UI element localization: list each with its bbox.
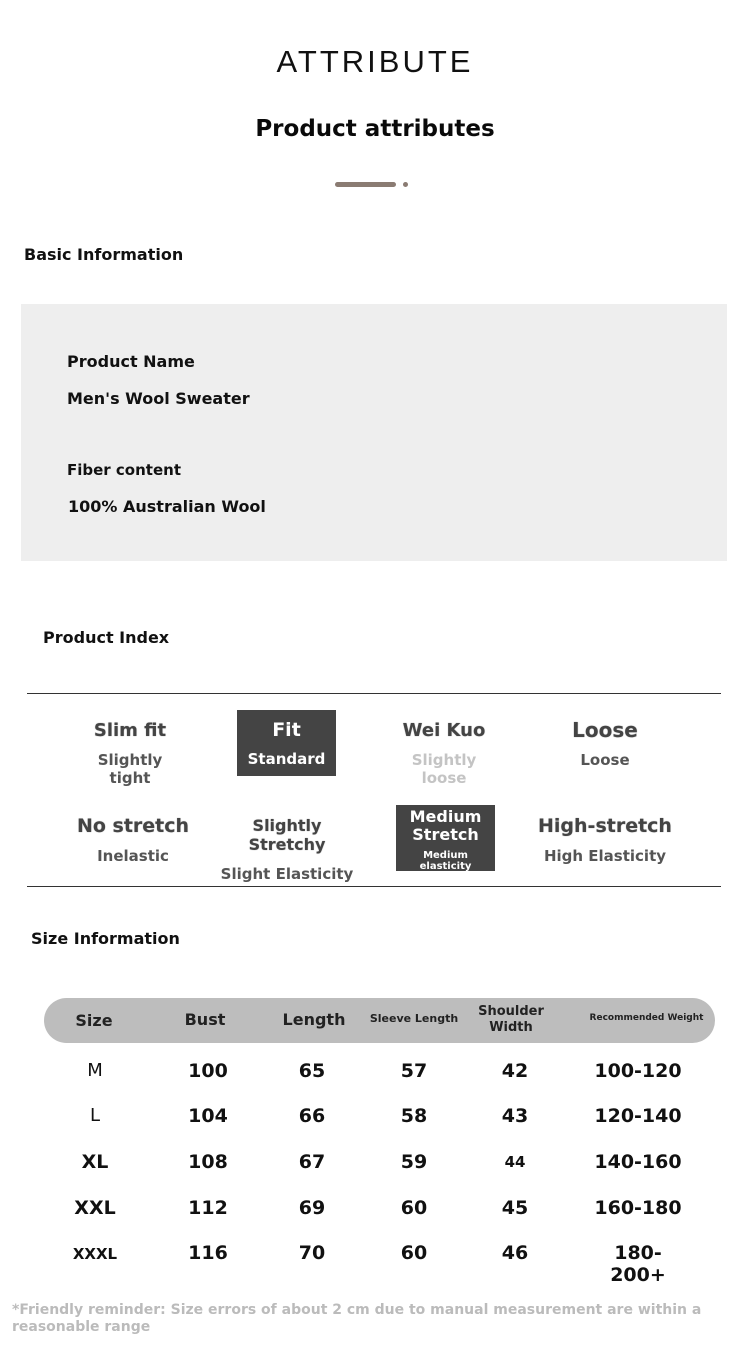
table-cell: 112 [188, 1197, 228, 1219]
index-fit-selected [237, 710, 336, 776]
index-title: Fit [272, 719, 301, 741]
header-size: Size [75, 1011, 113, 1030]
table-cell: 44 [504, 1153, 526, 1171]
header-recommended-weight: Recommended Weight [589, 1013, 704, 1023]
table-cell: 116 [188, 1242, 228, 1264]
fiber-content-value: 100% Australian Wool [68, 497, 266, 516]
index-title: Slightly Stretchy [248, 816, 326, 854]
divider-top [27, 693, 721, 694]
table-cell: 60 [400, 1242, 428, 1264]
index-no-stretch [68, 805, 198, 871]
page-title: Product attributes [255, 116, 495, 142]
index-subtitle: Standard [247, 750, 326, 768]
index-subtitle: Slightly tight [97, 751, 163, 787]
table-cell: 42 [501, 1060, 529, 1082]
attribute-heading: ATTRIBUTE [276, 44, 474, 79]
index-title: Loose [572, 718, 638, 742]
index-title: Slim fit [93, 720, 167, 741]
decorative-bar [335, 182, 396, 187]
index-title: Wei Kuo [402, 720, 486, 741]
table-cell: 70 [298, 1242, 326, 1264]
table-cell: 140-160 [594, 1151, 682, 1173]
index-title: High-stretch [538, 815, 672, 837]
size-cell: XL [81, 1151, 109, 1173]
size-info-label: Size Information [31, 929, 180, 948]
index-subtitle: Slightly loose [411, 751, 477, 787]
product-index-label: Product Index [43, 628, 170, 647]
product-name-label: Product Name [67, 352, 195, 371]
table-cell: 66 [298, 1105, 326, 1127]
table-cell: 57 [400, 1060, 428, 1082]
decorative-dot [403, 182, 408, 187]
index-subtitle: Medium elasticity [419, 850, 472, 872]
index-slim-fit [80, 710, 180, 787]
table-cell: 100-120 [594, 1060, 682, 1082]
index-slightly-stretchy [212, 805, 362, 883]
table-cell: 180-200+ [610, 1242, 666, 1286]
table-cell: 160-180 [594, 1197, 682, 1219]
header-sleeve-length: Sleeve Length [369, 1012, 459, 1025]
index-high-stretch [535, 805, 675, 871]
basic-info-panel [21, 304, 727, 561]
table-cell: 60 [400, 1197, 428, 1219]
size-cell: XXL [74, 1197, 116, 1219]
index-title: No stretch [76, 815, 190, 837]
table-cell: 108 [188, 1151, 228, 1173]
header-shoulder-width: Shoulder Width [478, 1004, 544, 1035]
table-cell: 69 [298, 1197, 326, 1219]
index-loose [555, 710, 655, 776]
table-cell: 120-140 [594, 1105, 682, 1127]
size-table-header [44, 998, 715, 1043]
header-length: Length [282, 1010, 346, 1029]
basic-info-label: Basic Information [24, 245, 184, 264]
header-bust: Bust [184, 1010, 226, 1029]
index-wei-kuo [394, 710, 494, 787]
table-cell: 45 [501, 1197, 529, 1219]
index-medium-stretch-selected [396, 805, 495, 871]
fiber-content-label: Fiber content [67, 461, 181, 479]
product-name-value: Men's Wool Sweater [67, 389, 250, 408]
table-cell: 58 [400, 1105, 428, 1127]
table-cell: 104 [188, 1105, 228, 1127]
table-cell: 67 [298, 1151, 326, 1173]
index-title: Medium Stretch [409, 807, 482, 844]
index-subtitle: High Elasticity [543, 847, 667, 865]
index-subtitle: Inelastic [97, 847, 169, 865]
table-cell: 100 [188, 1060, 228, 1082]
size-cell: XXXL [72, 1245, 118, 1263]
table-cell: 46 [501, 1242, 529, 1264]
divider-bottom [27, 886, 721, 887]
table-cell: 65 [298, 1060, 326, 1082]
index-subtitle: Slight Elasticity [220, 865, 354, 883]
size-cell: L [89, 1105, 101, 1126]
friendly-reminder: *Friendly reminder: Size errors of about 2 cm due to manual measurement are within a reasonable range [12, 1302, 702, 1335]
table-cell: 43 [501, 1105, 529, 1127]
size-cell: M [87, 1060, 103, 1081]
table-cell: 59 [400, 1151, 428, 1173]
index-subtitle: Loose [580, 751, 630, 769]
